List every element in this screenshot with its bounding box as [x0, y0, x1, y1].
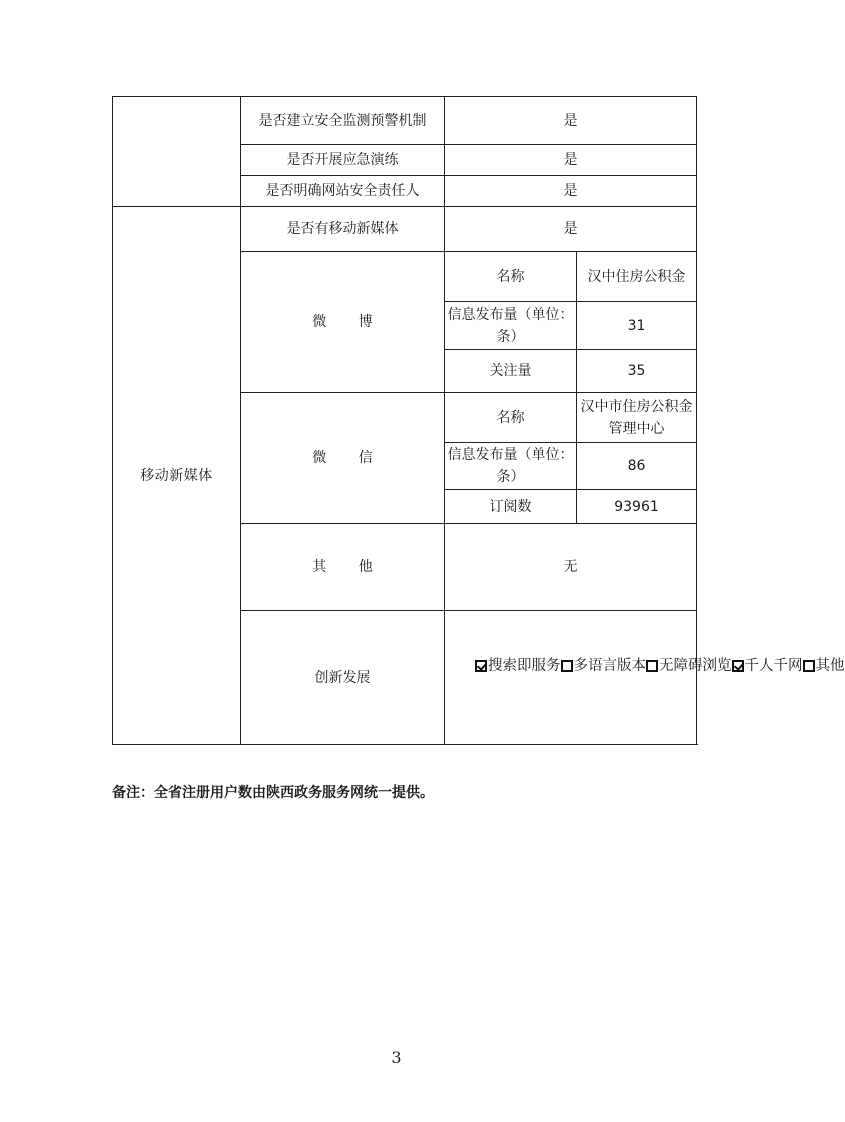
wechat-posts-label: 信息发布量（单位：条） — [445, 443, 577, 490]
row-label: 是否开展应急演练 — [241, 145, 445, 176]
wechat-label: 微 信 — [241, 393, 445, 524]
checkbox-icon[interactable] — [475, 660, 487, 672]
other-value: 无 — [445, 524, 697, 611]
row-value: 是 — [445, 97, 697, 145]
weibo-name-label: 名称 — [445, 252, 577, 302]
checkbox-icon[interactable] — [561, 660, 573, 672]
row-value: 是 — [445, 176, 697, 207]
option-label: 多语言版本 — [573, 658, 646, 674]
other-label: 其 他 — [241, 524, 445, 611]
wechat-sub-label: 订阅数 — [445, 490, 577, 524]
innovation-options-cell — [445, 611, 845, 745]
option-other[interactable] — [803, 655, 845, 677]
weibo-label: 微 博 — [241, 252, 445, 393]
option-accessibility[interactable] — [646, 655, 732, 677]
mobile-section-label: 移动新媒体 — [113, 207, 241, 745]
innovation-options — [475, 655, 845, 677]
row-label: 是否有移动新媒体 — [241, 207, 445, 252]
row-value: 是 — [445, 207, 697, 252]
option-personalized[interactable] — [732, 655, 803, 677]
option-label: 其他 — [815, 658, 845, 674]
weibo-name-value: 汉中住房公积金 — [577, 252, 697, 302]
row-label: 是否明确网站安全责任人 — [241, 176, 445, 207]
option-multilingual[interactable] — [561, 655, 647, 677]
weibo-posts-label: 信息发布量（单位：条） — [445, 302, 577, 350]
report-table — [112, 96, 845, 745]
row-value: 是 — [445, 145, 697, 176]
weibo-follow-value: 35 — [577, 350, 697, 393]
wechat-name-label: 名称 — [445, 393, 577, 443]
row-label: 是否建立安全监测预警机制 — [241, 97, 445, 145]
checkbox-icon[interactable] — [646, 660, 658, 672]
weibo-follow-label: 关注量 — [445, 350, 577, 393]
option-label: 搜索即服务 — [488, 658, 561, 674]
page-number: 3 — [391, 1048, 402, 1067]
wechat-name-value: 汉中市住房公积金管理中心 — [577, 393, 697, 443]
checkbox-icon[interactable] — [803, 660, 815, 672]
option-label: 无障碍浏览 — [659, 658, 732, 674]
security-section-cell — [113, 97, 241, 207]
wechat-posts-value: 86 — [577, 443, 697, 490]
option-label: 千人千网 — [744, 658, 803, 674]
table-row — [113, 97, 697, 145]
option-search-as-service[interactable] — [475, 655, 561, 677]
weibo-posts-value: 31 — [577, 302, 697, 350]
footnote: 备注：全省注册用户数由陕西政务服务网统一提供。 — [112, 785, 434, 801]
innovation-label: 创新发展 — [241, 611, 445, 745]
wechat-sub-value: 93961 — [577, 490, 697, 524]
checkbox-icon[interactable] — [732, 660, 744, 672]
table-row — [113, 207, 697, 252]
